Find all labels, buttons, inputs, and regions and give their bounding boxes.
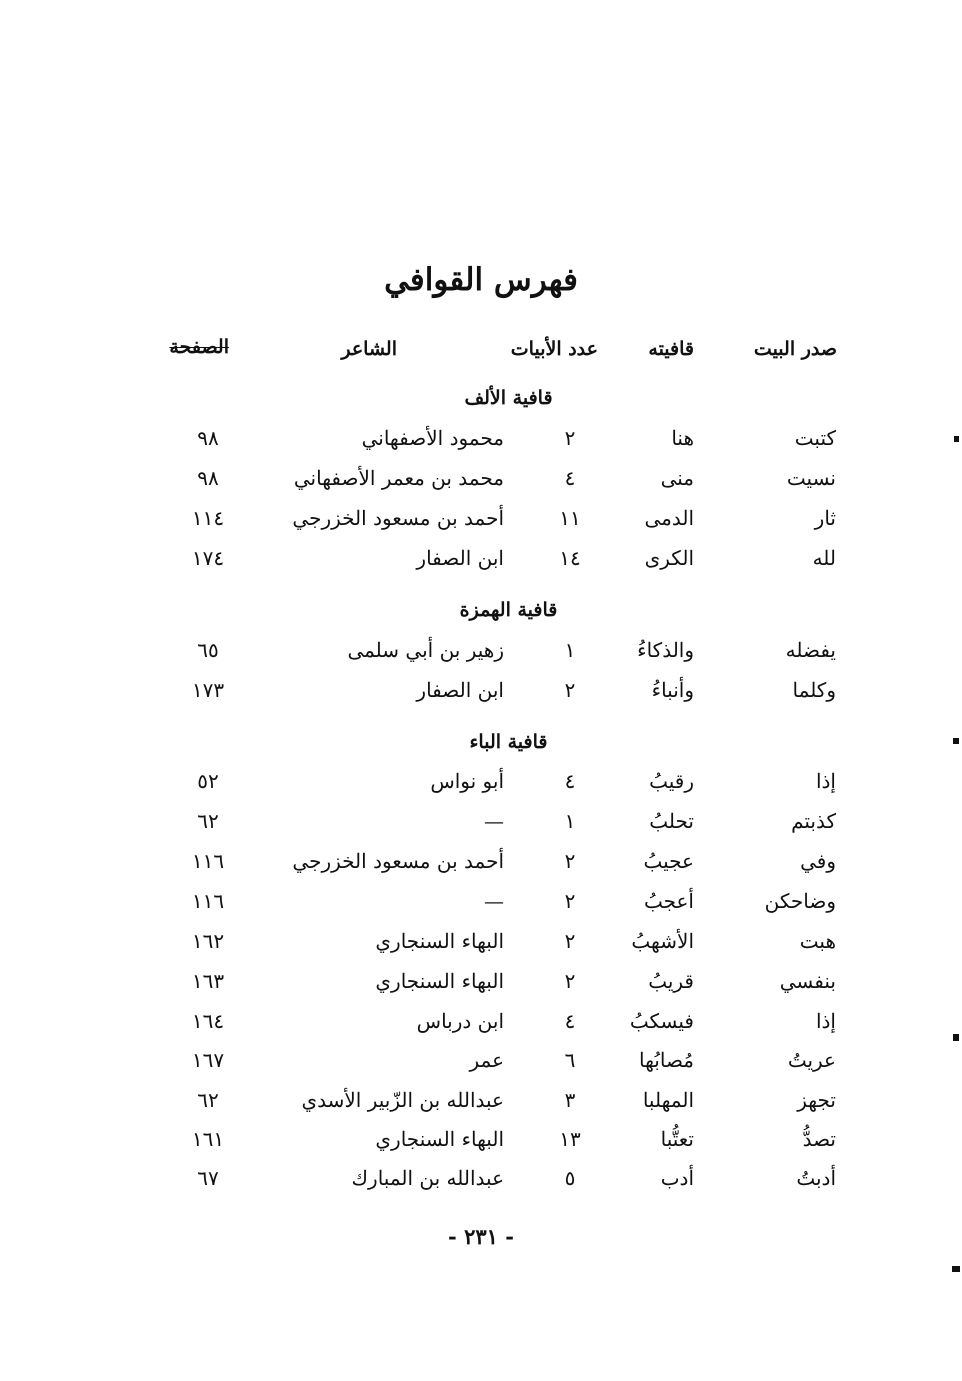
row-page: ٩٨ — [197, 466, 219, 490]
row-page: ١٦١ — [191, 1127, 225, 1151]
row-count: ٥ — [564, 1166, 576, 1190]
header-page: الصفحة — [169, 336, 229, 358]
row-qafiya: الدمى — [644, 506, 694, 530]
row-page: ١٧٣ — [191, 678, 225, 702]
row-page: ١٦٣ — [191, 969, 225, 993]
row-count: ١٤ — [559, 546, 581, 570]
row-count: ٢ — [564, 678, 576, 702]
section-title: قافية الهمزة — [459, 599, 558, 621]
row-poet: البهاء السنجاري — [375, 969, 504, 993]
row-poet: ابن درباس — [416, 1009, 504, 1033]
row-sadr: وفي — [800, 849, 836, 873]
scan-mark — [953, 1034, 959, 1041]
row-poet: البهاء السنجاري — [375, 1127, 504, 1151]
header-sadr: صدر البيت — [753, 338, 837, 360]
row-count: ١٣ — [559, 1127, 581, 1151]
row-count: ٢ — [564, 889, 576, 913]
row-sadr: عريتُ — [787, 1048, 836, 1072]
row-qafiya: قريبُ — [648, 969, 694, 993]
row-count: ٤ — [564, 466, 576, 490]
row-sadr: وكلما — [792, 678, 836, 702]
row-qafiya: هنا — [671, 426, 694, 450]
row-qafiya: والذكاءُ — [637, 638, 694, 662]
row-count: ٤ — [564, 769, 576, 793]
row-qafiya: أدب — [660, 1166, 694, 1190]
row-page: ١١٤ — [191, 506, 225, 530]
page-number: - ٢٣١ - — [448, 1224, 514, 1249]
row-sadr: وضاحكن — [764, 889, 836, 913]
row-poet: ابن الصفار — [416, 678, 504, 702]
row-qafiya: فيسكبُ — [629, 1009, 694, 1033]
row-sadr: كتبت — [794, 426, 836, 450]
row-poet: أبو نواس — [430, 769, 504, 793]
row-sadr: إذا — [815, 769, 836, 793]
scan-mark — [952, 1266, 960, 1272]
section-title: قافية الباء — [469, 731, 548, 753]
row-sadr: تجهز — [797, 1088, 836, 1112]
row-poet: أحمد بن مسعود الخزرجي — [292, 849, 504, 873]
row-qafiya: تعتُّبا — [660, 1127, 694, 1151]
row-qafiya: الكرى — [644, 546, 694, 570]
row-sadr: يفضله — [785, 638, 836, 662]
row-count: ٢ — [564, 929, 576, 953]
row-page: ١٧٤ — [191, 546, 225, 570]
row-page: ١٦٤ — [191, 1009, 225, 1033]
row-sadr: نسيت — [786, 466, 836, 490]
row-qafiya: أعجبُ — [643, 889, 694, 913]
row-count: ٣ — [564, 1088, 576, 1112]
row-poet: البهاء السنجاري — [375, 929, 504, 953]
row-poet: — — [484, 889, 504, 913]
header-qafiya: قافيته — [648, 338, 694, 360]
row-qafiya: رقيبُ — [649, 769, 694, 793]
row-sadr: كذبتم — [791, 809, 836, 833]
row-qafiya: تحلبُ — [649, 809, 694, 833]
scan-mark — [954, 436, 959, 442]
scan-mark — [953, 738, 959, 744]
row-count: ٢ — [564, 969, 576, 993]
row-poet: محمد بن معمر الأصفهاني — [293, 466, 504, 490]
row-poet: عمر — [469, 1048, 504, 1072]
row-sadr: لله — [812, 546, 836, 570]
row-sadr: أدبتُ — [796, 1166, 836, 1190]
row-qafiya: عجيبُ — [643, 849, 694, 873]
row-page: ١١٦ — [191, 889, 225, 913]
row-poet: أحمد بن مسعود الخزرجي — [292, 506, 504, 530]
row-count: ١ — [564, 638, 576, 662]
row-count: ١١ — [559, 506, 581, 530]
row-page: ٦٢ — [197, 809, 219, 833]
row-page: ٥٢ — [197, 769, 219, 793]
row-page: ٩٨ — [197, 426, 219, 450]
row-count: ٤ — [564, 1009, 576, 1033]
row-poet: عبدالله بن الزّبير الأسدي — [301, 1088, 504, 1112]
row-count: ٢ — [564, 849, 576, 873]
row-page: ٦٥ — [197, 638, 219, 662]
row-page: ١٦٧ — [191, 1048, 225, 1072]
row-count: ٢ — [564, 426, 576, 450]
row-page: ١١٦ — [191, 849, 225, 873]
row-qafiya: الأشهبُ — [631, 929, 694, 953]
row-count: ٦ — [564, 1048, 576, 1072]
row-qafiya: المهلبا — [642, 1088, 694, 1112]
row-sadr: إذا — [815, 1009, 836, 1033]
page-title: فهرس القوافي — [384, 262, 578, 298]
row-poet: محمود الأصفهاني — [361, 426, 504, 450]
row-qafiya: مُصابُها — [638, 1048, 694, 1072]
header-poet: الشاعر — [341, 338, 397, 360]
row-qafiya: وأنباءُ — [651, 678, 694, 702]
row-poet: عبدالله بن المبارك — [351, 1166, 504, 1190]
row-sadr: ثار — [814, 506, 836, 530]
row-poet: — — [484, 809, 504, 833]
section-title: قافية الألف — [464, 387, 553, 409]
row-sadr: هبت — [799, 929, 836, 953]
row-sadr: تصدُّ — [802, 1127, 836, 1151]
row-page: ٦٢ — [197, 1088, 219, 1112]
row-page: ٦٧ — [197, 1166, 219, 1190]
row-page: ١٦٢ — [191, 929, 225, 953]
row-poet: ابن الصفار — [416, 546, 504, 570]
row-count: ١ — [564, 809, 576, 833]
header-count: عدد الأبيات — [510, 338, 598, 360]
row-qafiya: منى — [660, 466, 694, 490]
row-sadr: بنفسي — [779, 969, 836, 993]
row-poet: زهير بن أبي سلمى — [347, 638, 504, 662]
